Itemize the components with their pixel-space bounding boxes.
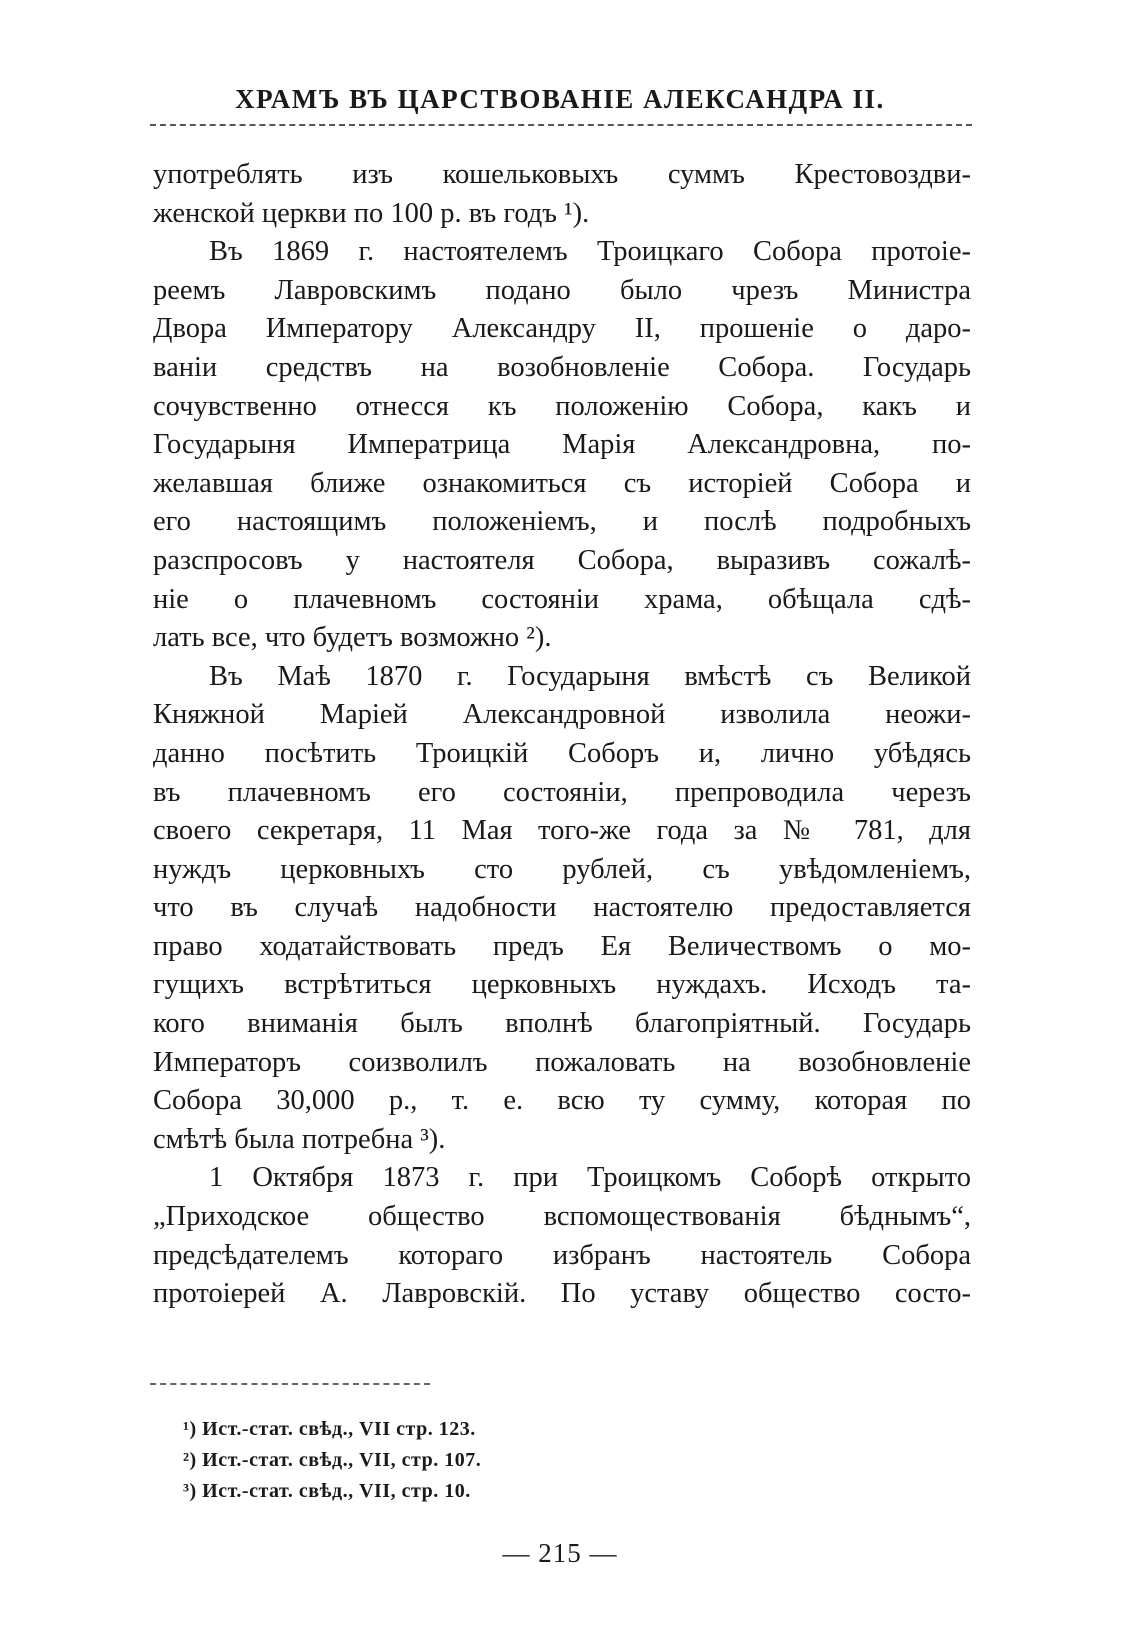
footnotes: [183, 1414, 683, 1507]
text-line: Собора 30,000 р., т. е. всю ту сумму, которая по: [153, 1085, 971, 1117]
page-number: — 215 —: [502, 1538, 618, 1568]
text-line: Двора Императору Александру II, прошеніе о даро-: [153, 313, 971, 345]
header-rule: [150, 124, 972, 126]
text-line: ніе о плачевномъ состояніи храма, обѣщала сдѣ-: [153, 583, 971, 615]
text-line: гущихъ встрѣтиться церковныхъ нуждахъ. Исходъ та-: [153, 969, 971, 1001]
text-line: 1 Октября 1873 г. при Троицкомъ Соборѣ открыто: [209, 1162, 971, 1194]
running-title: ХРАМЪ ВЪ ЦАРСТВОВАНІЕ АЛЕКСАНДРА II.: [235, 84, 885, 114]
text-line: лать все, что будетъ возможно ²).: [153, 622, 552, 654]
text-line: употреблять изъ кошельковыхъ суммъ Крестовоздви-: [153, 159, 971, 190]
text-line: Императоръ соизволилъ пожаловать на возобновленіе: [153, 1046, 971, 1078]
text-line: кого вниманія былъ вполнѣ благопріятный. Государь: [153, 1008, 971, 1040]
text-line: нуждъ церковныхъ сто рублей, съ увѣдомленіемъ,: [153, 853, 971, 885]
text-line: желавшая ближе ознакомиться съ исторіей Собора и: [153, 467, 971, 499]
text-line: смѣтѣ была потребна ³).: [153, 1123, 446, 1155]
text-line: протоіерей А. Лавровскій. По уставу общество состо-: [153, 1278, 971, 1310]
footnote-1: ¹) Ист.-стат. свѣд., VII стр. 123.: [183, 1418, 476, 1440]
text-line: сочувственно отнесся къ положенію Собора, какъ и: [153, 390, 971, 422]
footnote-3: ³) Ист.-стат. свѣд., VII, стр. 10.: [183, 1480, 471, 1502]
text-line: разспросовъ у настоятеля Собора, выразивъ сожалѣ-: [153, 544, 971, 576]
text-line: что въ случаѣ надобности настоятелю предоставляется: [153, 892, 971, 924]
text-line: Въ 1869 г. настоятелемъ Троицкаго Собора протоіе-: [209, 236, 971, 268]
text-line: Государыня Императрица Марія Александровна, по-: [153, 429, 971, 461]
text-line: своего секретаря, 11 Мая того-же года за № 781, для: [153, 815, 971, 847]
text-line: его настоящимъ положеніемъ, и послѣ подробныхъ: [153, 506, 971, 538]
text-line: Княжной Маріей Александровной изволила неожи-: [153, 699, 971, 731]
text-line: право ходатайствовать предъ Ея Величествомъ о мо-: [153, 930, 971, 962]
footnote-2: ²) Ист.-стат. свѣд., VII, стр. 107.: [183, 1449, 482, 1471]
text-line: женской церкви по 100 р. въ годъ ¹).: [153, 197, 590, 229]
text-line: реемъ Лавровскимъ подано было чрезъ Министра: [153, 274, 971, 306]
text-line: ваніи средствъ на возобновленіе Собора. Государь: [153, 351, 971, 383]
text-line: Въ Маѣ 1870 г. Государыня вмѣстѣ съ Великой: [209, 660, 971, 692]
footnote-separator: [150, 1383, 430, 1385]
text-line: данно посѣтить Троицкій Соборъ и, лично убѣдясь: [153, 737, 971, 769]
text-line: въ плачевномъ его состояніи, препроводила черезъ: [153, 776, 971, 808]
text-line: „Приходское общество вспомоществованія бѣднымъ“,: [153, 1201, 971, 1233]
text-line: предсѣдателемъ котораго избранъ настоятель Собора: [153, 1239, 971, 1271]
body-text: [153, 156, 971, 1314]
